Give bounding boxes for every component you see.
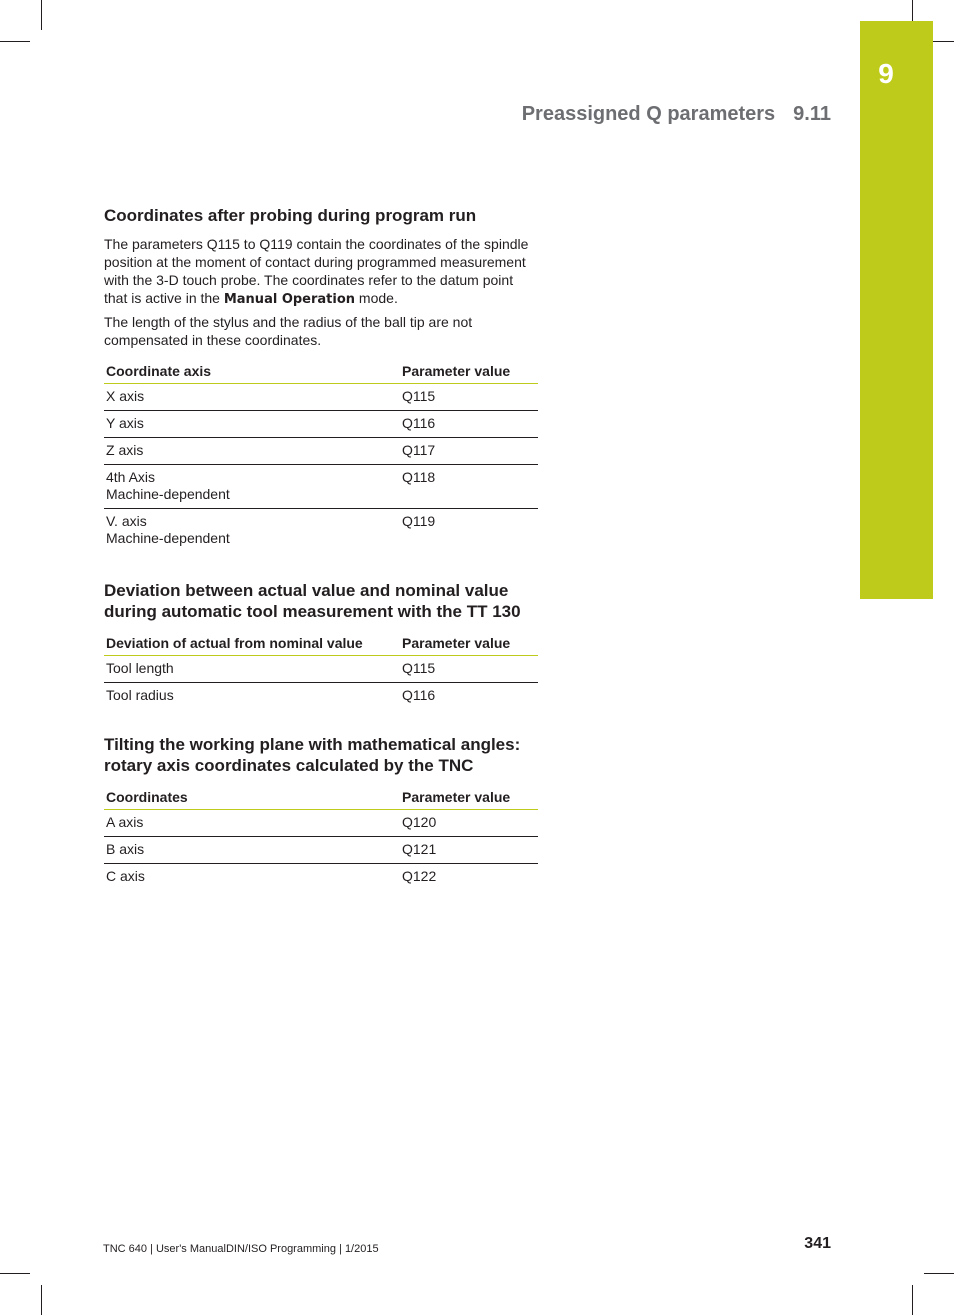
paragraph-text: The parameters Q115 to Q119 contain the coordinates of the spindle position at the moment of contact during programmed measurement with the 3-D touch probe. The coordinates refer to the datum point that is active in the: [104, 236, 529, 306]
coordinate-table: [104, 359, 538, 552]
table-row: [104, 837, 538, 864]
chapter-tab: [860, 21, 933, 599]
ui-term: Manual Operation: [223, 292, 356, 307]
table-cell: [104, 411, 400, 438]
header-section: 9.11: [793, 103, 831, 125]
cell-text: Y axis: [106, 415, 144, 431]
table-cell: [104, 465, 400, 509]
table-row: [104, 810, 538, 837]
table-cell: Q118: [400, 465, 538, 509]
column-header: Coordinate axis: [104, 359, 400, 384]
column-header: Coordinates: [104, 785, 400, 810]
crop-mark: [0, 41, 30, 42]
table-cell: A axis: [106, 814, 144, 830]
table-cell: Q121: [400, 837, 538, 864]
heading-line: Tilting the working plane with mathematical angles:: [104, 735, 521, 754]
heading-line: Deviation between actual value and nominal value: [104, 581, 509, 600]
table-row: [104, 384, 538, 411]
table-row: [104, 411, 538, 438]
table-cell: [104, 509, 400, 553]
deviation-table: [104, 631, 538, 709]
page-number: 341: [804, 1235, 831, 1252]
table-cell: Tool radius: [104, 683, 400, 710]
table-cell: Tool length: [106, 660, 174, 676]
table-cell: Q119: [400, 509, 538, 553]
table-header-row: [104, 785, 538, 810]
section-heading: [104, 734, 540, 776]
table-header-row: [104, 359, 538, 384]
table-row: [104, 509, 538, 553]
column-header: Parameter value: [400, 785, 538, 810]
heading-line: rotary axis coordinates calculated by the TNC: [104, 756, 474, 775]
cell-text: V. axis: [106, 513, 147, 529]
header-title: Preassigned Q parameters: [521, 103, 776, 125]
column-header: Deviation of actual from nominal value: [104, 631, 400, 656]
paragraph: The length of the stylus and the radius of the ball tip are not compensated in these coordinates.: [104, 314, 473, 348]
cell-text: Machine-dependent: [106, 486, 230, 502]
table-cell: Q122: [400, 864, 538, 891]
table-cell: Q115: [402, 388, 436, 404]
crop-mark: [912, 1285, 913, 1315]
cell-text: Z axis: [106, 442, 144, 458]
table-row: [104, 683, 538, 710]
cell-text: Machine-dependent: [106, 530, 230, 546]
table-row: [104, 864, 538, 891]
table-row: [104, 438, 538, 465]
footer-text: TNC 640 | User's ManualDIN/ISO Programming | 1/2015: [103, 1243, 379, 1255]
cell-text: X axis: [106, 388, 145, 404]
table-cell: Q120: [402, 814, 437, 830]
crop-mark: [41, 1285, 42, 1315]
table-cell: Q117: [400, 438, 538, 465]
crop-mark: [41, 0, 42, 30]
table-cell: Q115: [402, 660, 436, 676]
crop-mark: [0, 1273, 30, 1274]
table-row: [104, 656, 538, 683]
running-header: [522, 103, 831, 126]
cell-text: 4th Axis: [106, 469, 156, 485]
heading-line: during automatic tool measurement with the TT 130: [104, 602, 521, 621]
main-content: [104, 205, 540, 890]
column-header: Parameter value: [400, 359, 538, 384]
table-header-row: [104, 631, 538, 656]
paragraph-text: mode.: [355, 290, 398, 306]
table-cell: Q116: [400, 683, 538, 710]
chapter-number: 9: [878, 58, 894, 89]
table-cell: Q116: [400, 411, 538, 438]
table-row: [104, 465, 538, 509]
table-cell: [104, 384, 400, 411]
table-cell: B axis: [104, 837, 400, 864]
paragraph: [104, 235, 540, 309]
rotary-axis-table: [104, 785, 538, 890]
table-cell: C axis: [104, 864, 400, 891]
table-cell: [104, 438, 400, 465]
column-header: Parameter value: [400, 631, 538, 656]
crop-mark: [924, 1273, 954, 1274]
section-heading: [104, 580, 540, 622]
section-heading: Coordinates after probing during program run: [104, 206, 477, 225]
